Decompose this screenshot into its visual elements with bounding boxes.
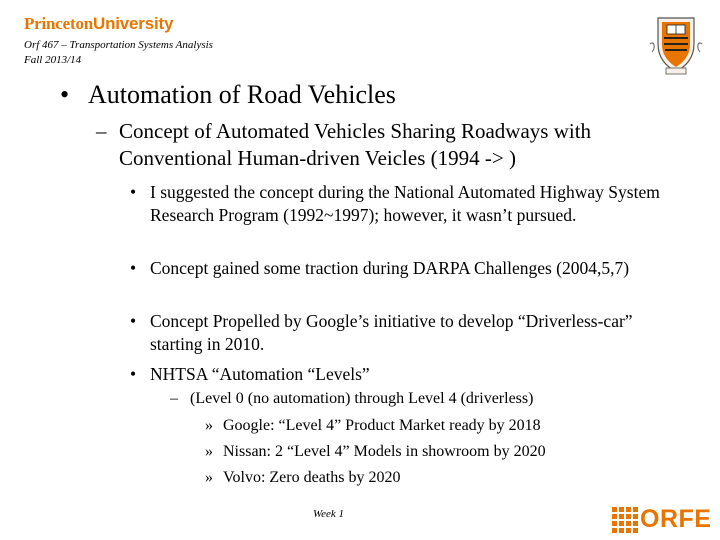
level3-text: Concept gained some traction during DARPA Challenges (2004,5,7) xyxy=(150,258,630,278)
level3-text: NHTSA “Automation “Levels” xyxy=(150,364,370,384)
orfe-logo xyxy=(612,505,711,534)
level5-text: Google: “Level 4” Product Market ready by 2018 xyxy=(223,417,541,434)
level5-text: Nissan: 2 “Level 4” Models in showroom by 2020 xyxy=(223,443,546,460)
wordmark-university: University xyxy=(93,14,174,33)
university-wordmark xyxy=(24,14,173,34)
level4-text: (Level 0 (no automation) through Level 4 (driverless) xyxy=(190,390,534,407)
dash-marker: – xyxy=(96,119,107,143)
orfe-logo-text: ORFE xyxy=(640,505,712,533)
chevron-marker: » xyxy=(205,469,213,486)
level2-text: Concept of Automated Vehicles Sharing Roadways with Conventional Human-driven Veicles (1994 -> ) xyxy=(119,119,592,170)
level5-text: Volvo: Zero deaths by 2020 xyxy=(223,469,401,486)
week-label: Week 1 xyxy=(313,508,345,520)
orfe-grid-icon xyxy=(612,507,638,533)
chevron-marker: » xyxy=(205,417,213,434)
bullet-dot: • xyxy=(130,364,137,384)
bullet-dot: • xyxy=(130,182,137,202)
wordmark-princeton: Princeton xyxy=(24,14,94,33)
course-title: Orf 467 – Transportation Systems Analysis xyxy=(24,39,213,51)
bullet-dot: • xyxy=(60,80,70,109)
level1-text: Automation of Road Vehicles xyxy=(88,80,396,109)
level3-text: I suggested the concept during the National Automated Highway System Research Program (1992~1997); however, it wasn’t pursued. xyxy=(150,182,660,225)
chevron-marker: » xyxy=(205,443,213,460)
term-label: Fall 2013/14 xyxy=(24,54,82,66)
dash-marker: – xyxy=(170,390,178,407)
university-shield-logo xyxy=(648,14,704,76)
level3-text: Concept Propelled by Google’s initiative to develop “Driverless-car” starting in 2010. xyxy=(150,311,633,354)
bullet-dot: • xyxy=(130,311,137,331)
bullet-dot: • xyxy=(130,258,137,278)
